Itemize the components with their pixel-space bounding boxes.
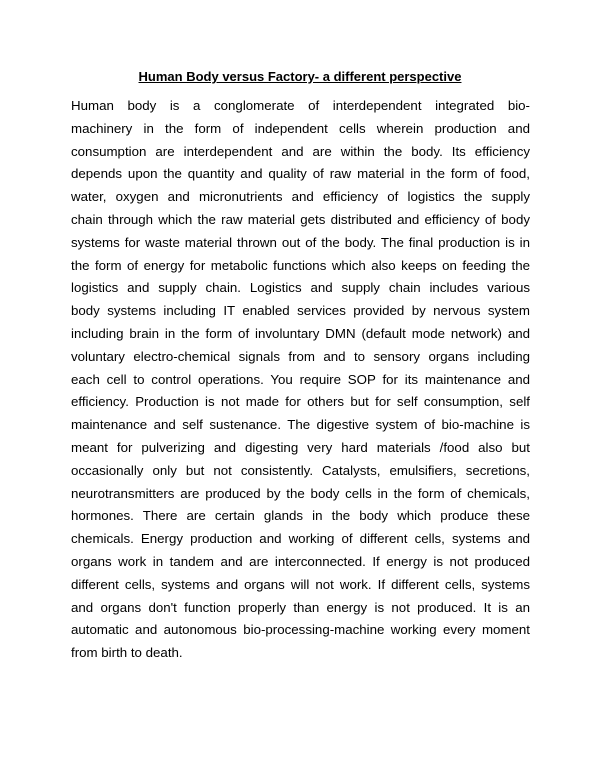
paragraph-line: from birth to death. [71, 645, 183, 661]
paragraph-line: occasionally only but not consistently. Catalysts, emulsifiers, secretions, [71, 462, 530, 478]
paragraph-line: voluntary electro-chemical signals from and to sensory organs including [71, 348, 530, 364]
paragraph-line: hormones. There are certain glands in the body which produce these [71, 508, 530, 524]
paragraph-line: Human body is a conglomerate of interdependent integrated bio- [71, 98, 530, 113]
document-title: Human Body versus Factory- a different perspective [138, 69, 462, 84]
paragraph-line: efficiency. Production is not made for others but for self consumption, self [71, 394, 530, 410]
paragraph-line: meant for pulverizing and digesting very hard materials /food also but [71, 439, 530, 455]
paragraph-line: water, oxygen and micronutrients and efficiency of logistics the supply [71, 189, 530, 205]
paragraph-line: neurotransmitters are produced by the body cells in the form of chemicals, [71, 485, 530, 501]
paragraph-line: each cell to control operations. You require SOP for its maintenance and [71, 371, 530, 387]
paragraph-line: systems for waste material thrown out of the body. The final production is in [71, 234, 530, 250]
paragraph-line: and organs don't function properly than energy is not produced. It is an [71, 599, 530, 615]
paragraph-line: including brain in the form of involuntary DMN (default mode network) and [71, 325, 530, 341]
paragraph-line: maintenance and self sustenance. The digestive system of bio-machine is [71, 417, 530, 433]
body-paragraph [71, 95, 530, 665]
paragraph-line: logistics and supply chain. Logistics and supply chain includes various [71, 280, 530, 296]
paragraph-line: body systems including IT enabled services provided by nervous system [71, 303, 530, 319]
paragraph-line: automatic and autonomous bio-processing-machine working every moment [71, 622, 530, 638]
paragraph-line: different cells, systems and organs will not work. If different cells, systems [71, 576, 530, 592]
paragraph-line: the form of energy for metabolic functions which also keeps on feeding the [71, 257, 530, 273]
paragraph-line: chain through which the raw material gets distributed and efficiency of body [71, 211, 530, 227]
paragraph-line: consumption are interdependent and are within the body. Its efficiency [71, 143, 530, 159]
paragraph-line: organs work in tandem and are interconnected. If energy is not produced [71, 553, 530, 569]
paragraph-line: depends upon the quantity and quality of raw material in the form of food, [71, 166, 530, 182]
paragraph-line: machinery in the form of independent cells wherein production and [71, 120, 530, 136]
paragraph-line: chemicals. Energy production and working of different cells, systems and [71, 531, 530, 547]
